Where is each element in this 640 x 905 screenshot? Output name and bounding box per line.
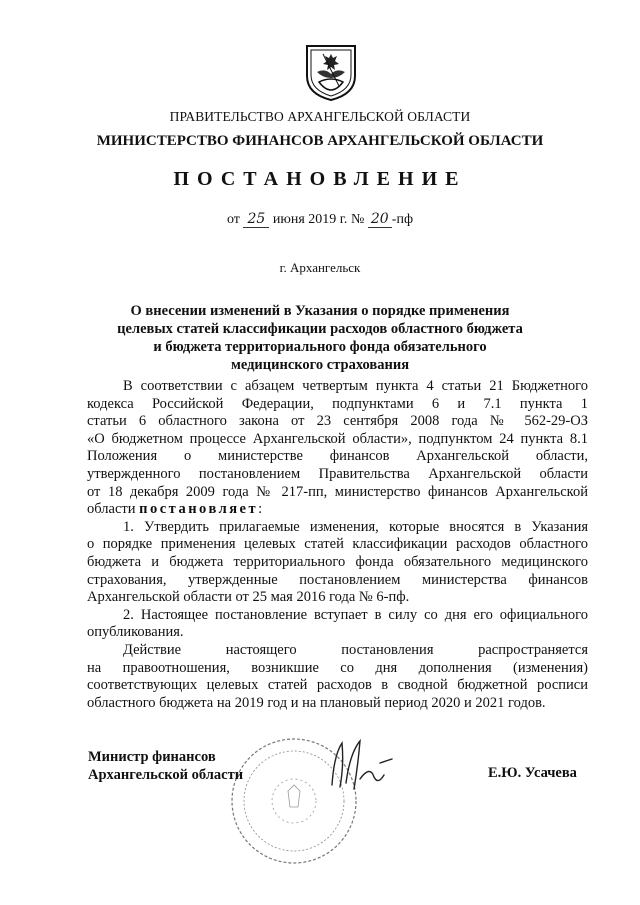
body-line: бюджета и бюджета территориального фонда обязательного медицинского: [87, 553, 588, 570]
body-line: «О бюджетном процессе Архангельской области», подпунктом 24 пункта 8.1: [87, 430, 588, 447]
body-text: области: [87, 501, 136, 518]
title-line: медицинского страхования: [230, 357, 410, 373]
city: г. Архангельск: [279, 260, 361, 275]
body-line: кодекса Российской Федерации, подпунктами 6 и 7.1 пункта 1: [87, 395, 588, 412]
body-line: 2. Настоящее постановление вступает в силу со дня его официального: [123, 606, 588, 623]
title-line: целевых статей классификации расходов областного бюджета: [117, 321, 523, 337]
document-title: [0, 302, 640, 374]
document-type-title: ПОСТАНОВЛЕНИЕ: [173, 168, 467, 190]
body-line: статьи 6 областного закона от 23 сентября 2008 года № 562-29-ОЗ: [87, 413, 588, 430]
body-line: опубликования.: [87, 624, 184, 641]
document-dateline: [0, 211, 640, 228]
ministry-name: МИНИСТЕРСТВО ФИНАНСОВ АРХАНГЕЛЬСКОЙ ОБЛАСТИ: [96, 133, 544, 149]
title-line: О внесении изменений в Указания о порядке применения: [130, 303, 510, 319]
body-line: о порядке применения целевых статей классификации расходов областного: [87, 536, 588, 553]
body-line: областного бюджета на 2019 год и на плановый период 2020 и 2021 годов.: [87, 694, 546, 711]
number-sign: №: [350, 212, 365, 227]
date-prefix: от: [226, 212, 240, 227]
position-line: Министр финансов: [88, 749, 216, 765]
handwritten-signature-icon: [320, 735, 400, 795]
body-line: Положения о министерстве финансов Архангельской области,: [87, 448, 588, 465]
date-month-year: июня 2019 г.: [272, 212, 348, 227]
body-line: 1. Утвердить прилагаемые изменения, которые вносятся в Указания: [123, 518, 588, 535]
position-line: Архангельской области: [88, 766, 244, 783]
body-text: :: [258, 501, 263, 518]
date-day: 25: [243, 211, 269, 228]
government-name: ПРАВИТЕЛЬСТВО АРХАНГЕЛЬСКОЙ ОБЛАСТИ: [169, 109, 471, 124]
body-line: страхования, утвержденные постановлением министерства финансов: [87, 571, 588, 588]
body-line: Архангельской области от 25 мая 2016 года № 6-пф.: [87, 589, 410, 606]
body-line: В соответствии с абзацем четвертым пункта 4 статьи 21 Бюджетного: [123, 378, 588, 394]
body-line: утвержденного постановлением Правительства Архангельской области: [87, 465, 588, 482]
document-body: [87, 378, 588, 712]
resolves-word: постановляет: [139, 501, 259, 518]
body-line: от 18 декабря 2009 года № 217-пп, министерство финансов Архангельской: [87, 483, 588, 500]
arkhangelsk-coat-of-arms-icon: [303, 42, 359, 102]
document-number: 20: [368, 211, 392, 228]
body-line: Действие настоящего постановления распространяется: [123, 641, 588, 658]
body-line: на правоотношения, возникшие со дня дополнения (изменения): [87, 659, 588, 676]
body-line: соответствующих целевых статей расходов в сводной бюджетной росписи: [87, 677, 588, 694]
number-suffix: -пф: [391, 212, 414, 227]
body-line: [87, 501, 588, 519]
signatory-position: [88, 749, 243, 784]
title-line: и бюджета территориального фонда обязательного: [153, 339, 487, 355]
signatory-name: Е.Ю. Усачева: [488, 765, 577, 781]
